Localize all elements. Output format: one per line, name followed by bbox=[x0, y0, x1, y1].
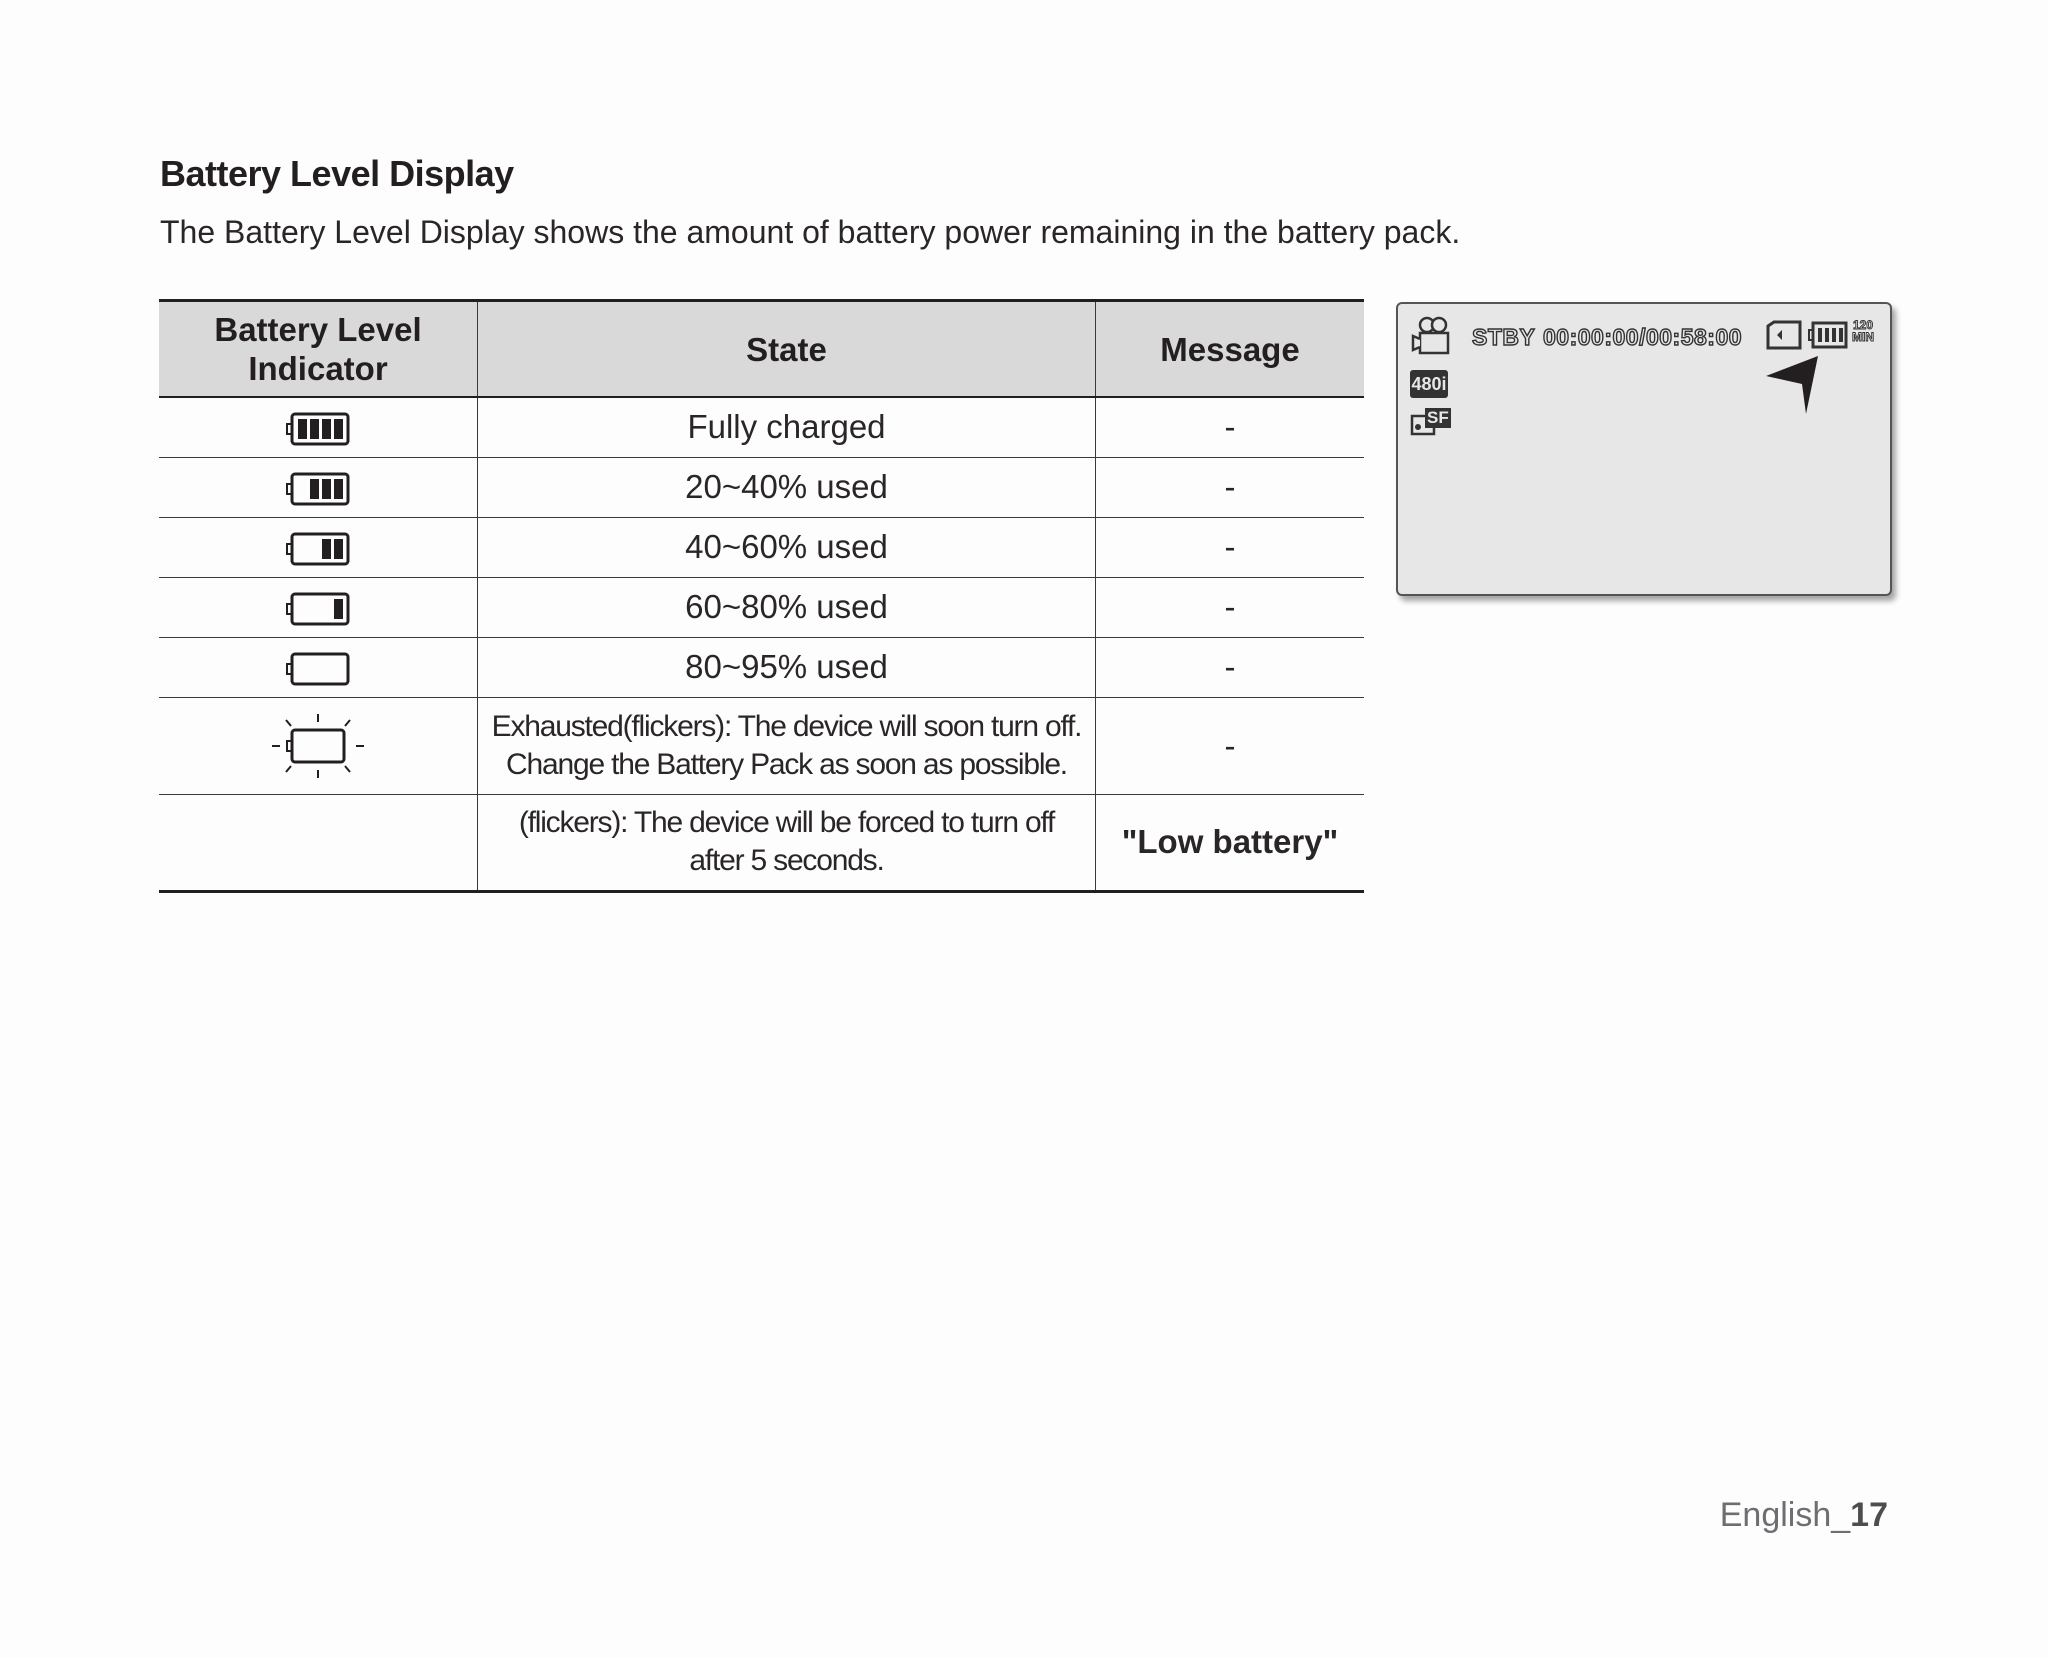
message-cell: - bbox=[1096, 397, 1365, 457]
table-row bbox=[159, 397, 1364, 457]
message-cell: - bbox=[1096, 517, 1365, 577]
state-cell: Exhausted(flickers): The device will soon turn off. Change the Battery Pack as soon as possible. bbox=[478, 697, 1096, 794]
pointer-arrow-icon bbox=[1766, 354, 1822, 416]
message-cell: - bbox=[1096, 637, 1365, 697]
page-number: 17 bbox=[1850, 1496, 1888, 1534]
page-footer bbox=[1720, 1496, 1888, 1535]
message-cell: - bbox=[1096, 697, 1365, 794]
indicator-cell bbox=[159, 577, 478, 637]
table-row bbox=[159, 697, 1364, 794]
battery-empty-icon bbox=[286, 651, 350, 687]
lcd-status: STBY bbox=[1472, 324, 1536, 350]
battery-1bar-icon bbox=[286, 591, 350, 627]
header-state: State bbox=[478, 301, 1096, 398]
state-cell: 20~40% used bbox=[478, 457, 1096, 517]
battery-flicker-icon bbox=[270, 712, 366, 780]
battery-full-icon bbox=[1808, 320, 1848, 350]
indicator-cell bbox=[159, 697, 478, 794]
camcorder-mode-icon bbox=[1410, 316, 1454, 356]
footer-language: English_ bbox=[1719, 1496, 1851, 1534]
battery-level-table bbox=[159, 299, 1364, 893]
state-cell: 60~80% used bbox=[478, 577, 1096, 637]
table-row bbox=[159, 457, 1364, 517]
table-row bbox=[159, 517, 1364, 577]
indicator-cell bbox=[159, 397, 478, 457]
state-cell: 40~60% used bbox=[478, 517, 1096, 577]
state-cell: (flickers): The device will be forced to turn off after 5 seconds. bbox=[478, 794, 1096, 891]
battery-3bar-icon bbox=[286, 471, 350, 507]
indicator-cell bbox=[159, 637, 478, 697]
lcd-screen-preview bbox=[1396, 302, 1892, 596]
header-message: Message bbox=[1096, 301, 1365, 398]
table-row bbox=[159, 794, 1364, 891]
intro-text: The Battery Level Display shows the amount of battery power remaining in the battery pack. bbox=[160, 214, 1461, 250]
message-cell: - bbox=[1096, 457, 1365, 517]
state-cell: Fully charged bbox=[478, 397, 1096, 457]
table-row bbox=[159, 637, 1364, 697]
table-row bbox=[159, 577, 1364, 637]
indicator-cell bbox=[159, 794, 478, 891]
state-cell: 80~95% used bbox=[478, 637, 1096, 697]
message-cell: - bbox=[1096, 577, 1365, 637]
battery-full-icon bbox=[286, 411, 350, 447]
memory-card-icon bbox=[1765, 320, 1803, 350]
battery-2bar-icon bbox=[286, 531, 350, 567]
message-cell-low-battery: "Low battery" bbox=[1096, 794, 1365, 891]
header-indicator: Battery Level Indicator bbox=[159, 301, 478, 398]
indicator-cell bbox=[159, 457, 478, 517]
resolution-480i-icon: 480i bbox=[1410, 370, 1448, 398]
page-title: Battery Level Display bbox=[160, 153, 514, 194]
table-header-row bbox=[159, 301, 1364, 398]
indicator-cell bbox=[159, 517, 478, 577]
remaining-time-badge: 120 MIN bbox=[1852, 318, 1874, 344]
super-fine-quality-icon: SF bbox=[1410, 408, 1448, 436]
lcd-timecode: 00:00:00/00:58:00 bbox=[1543, 324, 1743, 350]
